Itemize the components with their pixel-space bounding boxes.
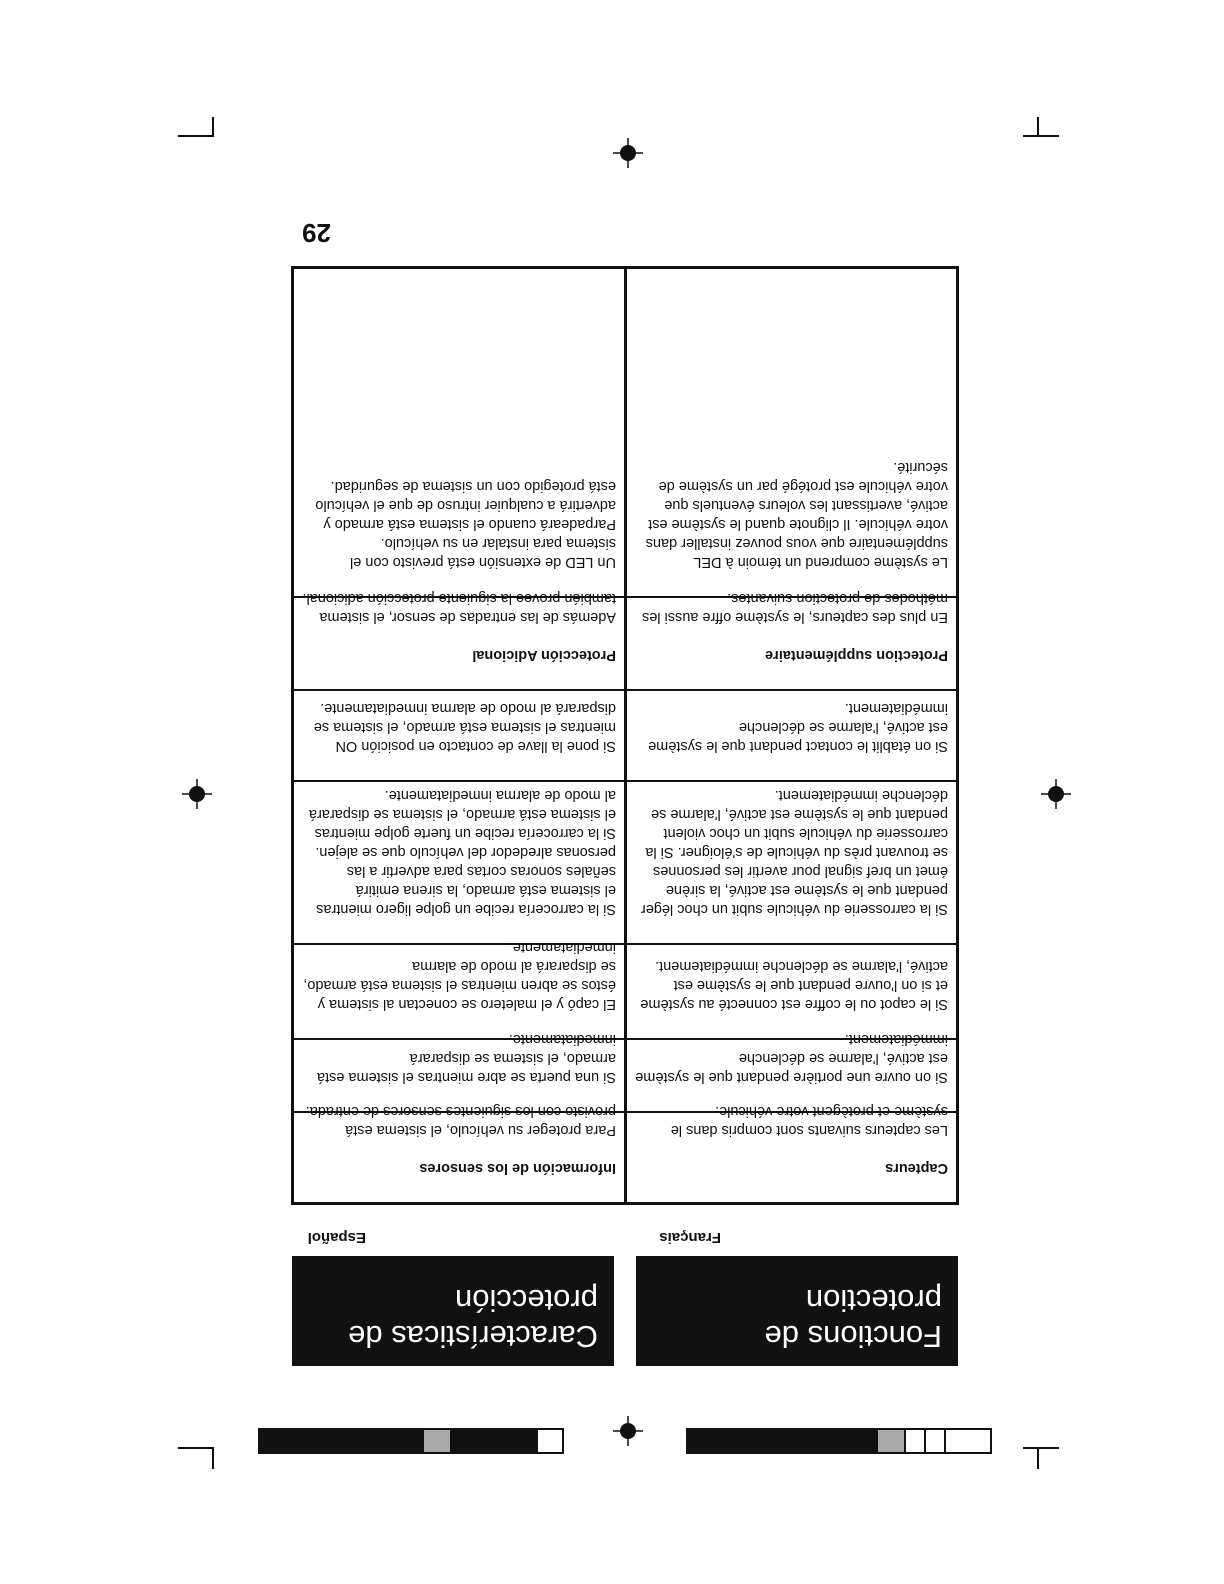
- color-bar: [686, 1428, 992, 1454]
- es-section-text: Un LED de extensión está previsto con el sistema para instalar en su vehículo. Parpadeará cuando el sistema está armado y advertirá a cualquier intruso de que el vehículo está protegido con un sistema de seguridad.: [315, 478, 616, 570]
- crop-mark: [212, 1449, 214, 1469]
- registration-mark-icon: [613, 138, 643, 168]
- registration-mark-icon: [613, 1416, 643, 1446]
- es-section-text: Además de las entradas de sensor, el sistema también provee la siguiente protección adicional.: [302, 590, 616, 625]
- registration-mark-icon: [182, 779, 212, 809]
- fr-section-text: Si le capot ou le coffre est connecté au système et si on l'ouvre pendant que le système est activé, l'alarme se déclenche immédiatement.: [640, 958, 948, 1012]
- es-section-title: Información de los sensores: [419, 1160, 616, 1176]
- es-section-title: Protección Adicional: [472, 647, 616, 663]
- es-section-shock: [294, 782, 624, 943]
- es-section-text: Si pone la llave de contacto en posición ON mientras el sistema está armado, el sistema se disparará al modo de alarma inmediatamente.: [313, 700, 616, 754]
- crop-mark: [1037, 117, 1039, 137]
- es-section-sensors: [294, 1103, 624, 1202]
- color-bar: [258, 1428, 564, 1454]
- es-section-hood: [294, 939, 624, 1038]
- registration-mark-icon: [1041, 779, 1071, 809]
- fr-section-text: Si on établit le contact pendant que le système est activé, l'alarme se déclenche immédiatement.: [648, 700, 948, 754]
- header-es: Características de protección: [292, 1256, 614, 1366]
- es-section-door: [294, 1031, 624, 1111]
- fr-section-text: Le système comprend un témoin à DEL supplémentaire que vous pouvez installer dans votre véhicule. Il clignote quand le système est activé, avertissant les voleurs éventuels que votre véhicule est protégé par un système de sécurité.: [645, 459, 948, 570]
- crop-mark: [178, 1447, 214, 1449]
- es-section-additional: [294, 590, 624, 689]
- fr-section-text: Les capteurs suivants sont compris dans le système et protègent votre véhicule.: [670, 1103, 948, 1138]
- es-section-text: Para proteger su vehículo, el sistema está provisto con los siguientes sensores de entrada.: [305, 1103, 616, 1138]
- fr-section-title: Capteurs: [885, 1160, 948, 1176]
- crop-mark: [1023, 1447, 1059, 1449]
- language-label-es: Español: [307, 1229, 366, 1246]
- es-section-text: El capó y el maletero se conectan al sistema y éstos se abren mientras el sistema está armado, se disparará al modo de alarma inmediatamente.: [303, 939, 616, 1012]
- fr-section-text: Si on ouvre une portière pendant que le système est activé, l'alarme se déclenche immédiatement.: [635, 1031, 948, 1085]
- page-number: 29: [302, 218, 331, 248]
- crop-mark: [212, 117, 214, 137]
- fr-section-shock: [627, 782, 956, 943]
- fr-section-additional: [627, 590, 956, 689]
- es-section-text: Si la carrocería recibe un golpe ligero mientras el sistema está armado, la sirena emitirá señales sonoras cortas para advertir a las personas alrededor del vehículo que se alejen. Si la carrocería recibe un fuerte golpe mientras el sistema está armado, el sistema se disparará al modo de alarma inmediatamente.: [308, 787, 616, 917]
- crop-mark: [1023, 135, 1059, 137]
- es-section-text: Si una puerta se abre mientras el sistema está armado, el sistema se disparará inmediatamente.: [316, 1031, 616, 1085]
- fr-section-led: [627, 446, 956, 596]
- fr-section-text: Si la carrosserie du véhicule subit un choc léger pendant que le système est activé, la sirène émet un bref signal pour avertir les personnes se trouvant près du véhicule de s'éloigner. Si la carrosserie du véhicule subit un choc violent pendant que le système est activé, l'alarme se déclenche immédiatement.: [640, 787, 948, 917]
- fr-section-ignition: [627, 691, 956, 780]
- crop-mark: [178, 135, 214, 137]
- fr-section-text: En plus des capteurs, le système offre aussi les méthodes de protection suivantes.: [642, 590, 948, 625]
- fr-section-sensors: [627, 1103, 956, 1202]
- language-label-fr: Français: [659, 1229, 721, 1246]
- header-fr: Fonctions de protection: [636, 1256, 958, 1366]
- es-section-led: [294, 446, 624, 596]
- fr-section-door: [627, 1031, 956, 1111]
- crop-mark: [1037, 1449, 1039, 1469]
- es-section-ignition: [294, 691, 624, 780]
- fr-section-hood: [627, 945, 956, 1038]
- fr-section-title: Protection supplémentaire: [765, 647, 948, 663]
